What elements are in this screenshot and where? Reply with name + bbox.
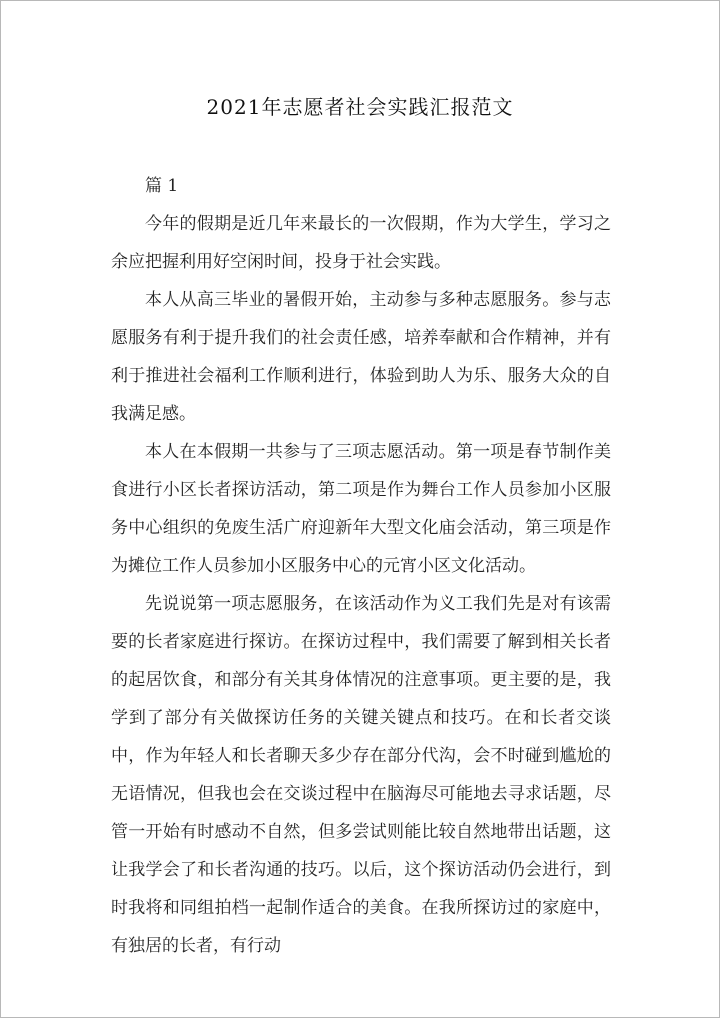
body-paragraph: 本人在本假期一共参与了三项志愿活动。第一项是春节制作美食进行小区长者探访活动，第二项是作为舞台工作人员参加小区服务中心组织的免废生活广府迎新年大型文化庙会活动，第三项是作为摊位工作人员参加小区服务中心的元宵小区文化活动。 [111, 442, 611, 576]
document-body [111, 167, 611, 965]
body-paragraph: 先说说第一项志愿服务，在该活动作为义工我们先是对有该需要的长者家庭进行探访。在探访过程中，我们需要了解到相关长者的起居饮食，和部分有关其身体情况的注意事项。更主要的是，我学到了部分有关做探访任务的关键关键点和技巧。在和长者交谈中，作为年轻人和长者聊天多少存在部分代沟，会不时碰到尴尬的无语情况，但我也会在交谈过程中在脑海尽可能地去寻求话题，尽管一开始有时感动不自然，但多尝试则能比较自然地带出话题，这让我学会了和长者沟通的技巧。以后，这个探访活动仍会进行，到时我将和同组拍档一起制作适合的美食。在我所探访过的家庭中，有独居的长者，有行动 [111, 594, 611, 956]
document-title: 2021年志愿者社会实践汇报范文 [206, 95, 514, 119]
body-paragraph: 本人从高三毕业的暑假开始，主动参与多种志愿服务。参与志愿服务有利于提升我们的社会责任感，培养奉献和合作精神，并有利于推进社会福利工作顺利进行，体验到助人为乐、服务大众的自我满足感。 [111, 290, 611, 424]
body-paragraph: 今年的假期是近几年来最长的一次假期，作为大学生，学习之余应把握利用好空闲时间，投身于社会实践。 [111, 214, 611, 272]
section-heading: 篇 1 [145, 176, 179, 196]
